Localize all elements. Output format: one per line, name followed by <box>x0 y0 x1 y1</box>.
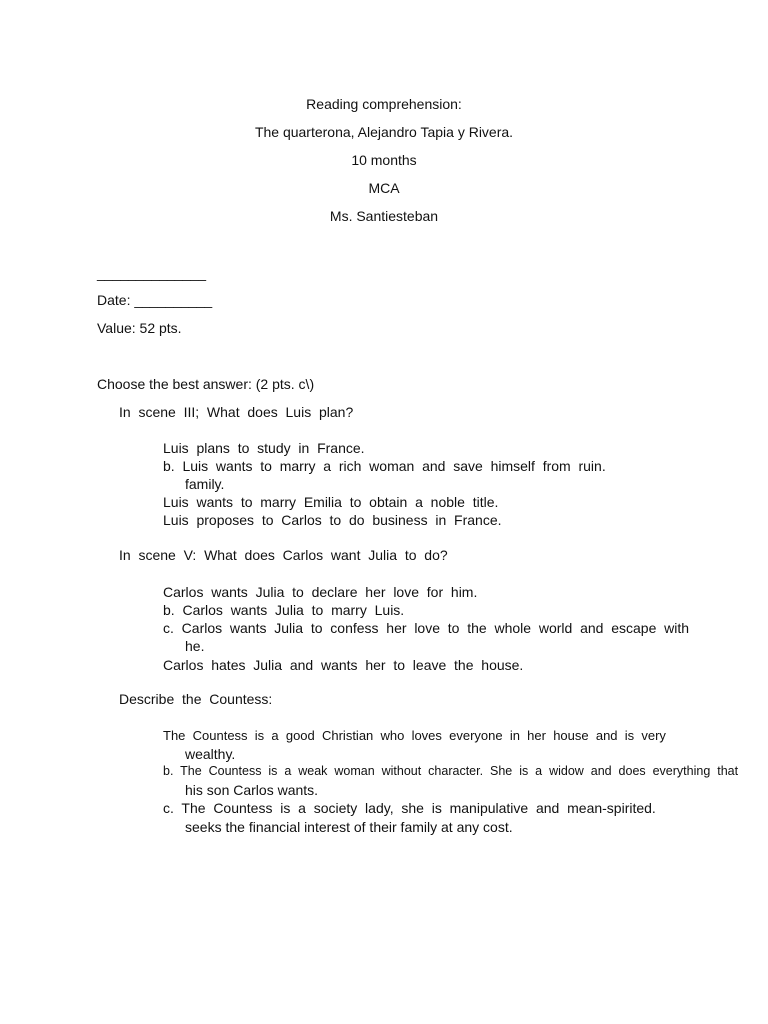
answer-option: Luis proposes to Carlos to do business in France. <box>163 512 502 528</box>
answer-option-continuation: he. <box>185 638 205 654</box>
question-prompt: In scene III; What does Luis plan? <box>119 404 354 420</box>
answer-option-continuation: his son Carlos wants. <box>185 782 319 798</box>
instructions: Choose the best answer: (2 pts. c\) <box>97 376 315 392</box>
answer-option-continuation: seeks the financial interest of their family at any cost. <box>185 819 513 835</box>
answer-option: Luis wants to marry Emilia to obtain a noble title. <box>163 494 499 510</box>
teacher-name: Ms. Santiesteban <box>329 208 439 224</box>
answer-option: Luis plans to study in France. <box>163 440 365 456</box>
answer-option: Carlos hates Julia and wants her to leave the house. <box>163 657 524 673</box>
answer-option: c. The Countess is a society lady, she is manipulative and mean-spirited. <box>163 800 656 816</box>
question-prompt: Describe the Countess: <box>119 691 273 707</box>
answer-option: b. The Countess is a weak woman without character. She is a widow and does everything that <box>163 764 739 778</box>
work-title: The quarterona, Alejandro Tapia y Rivera. <box>254 124 514 140</box>
worksheet-title: Reading comprehension: <box>306 96 462 112</box>
answer-option: The Countess is a good Christian who loves everyone in her house and is very <box>163 728 666 743</box>
answer-option-continuation: wealthy. <box>185 746 236 762</box>
value-label: Value: 52 pts. <box>97 320 182 336</box>
question-prompt: In scene V: What does Carlos want Julia to do? <box>119 547 448 563</box>
grade-label: 10 months <box>351 152 417 168</box>
answer-option: Carlos wants Julia to declare her love for him. <box>163 584 478 600</box>
answer-option: c. Carlos wants Julia to confess her love to the whole world and escape with <box>163 620 690 636</box>
answer-option: b. Carlos wants Julia to marry Luis. <box>163 602 405 618</box>
answer-option-continuation: family. <box>185 476 225 492</box>
date-field: Date: __________ <box>97 292 213 308</box>
answer-option: b. Luis wants to marry a rich woman and save himself from ruin. <box>163 458 606 474</box>
name-blank: ______________ <box>97 265 207 281</box>
school-label: MCA <box>368 180 400 196</box>
